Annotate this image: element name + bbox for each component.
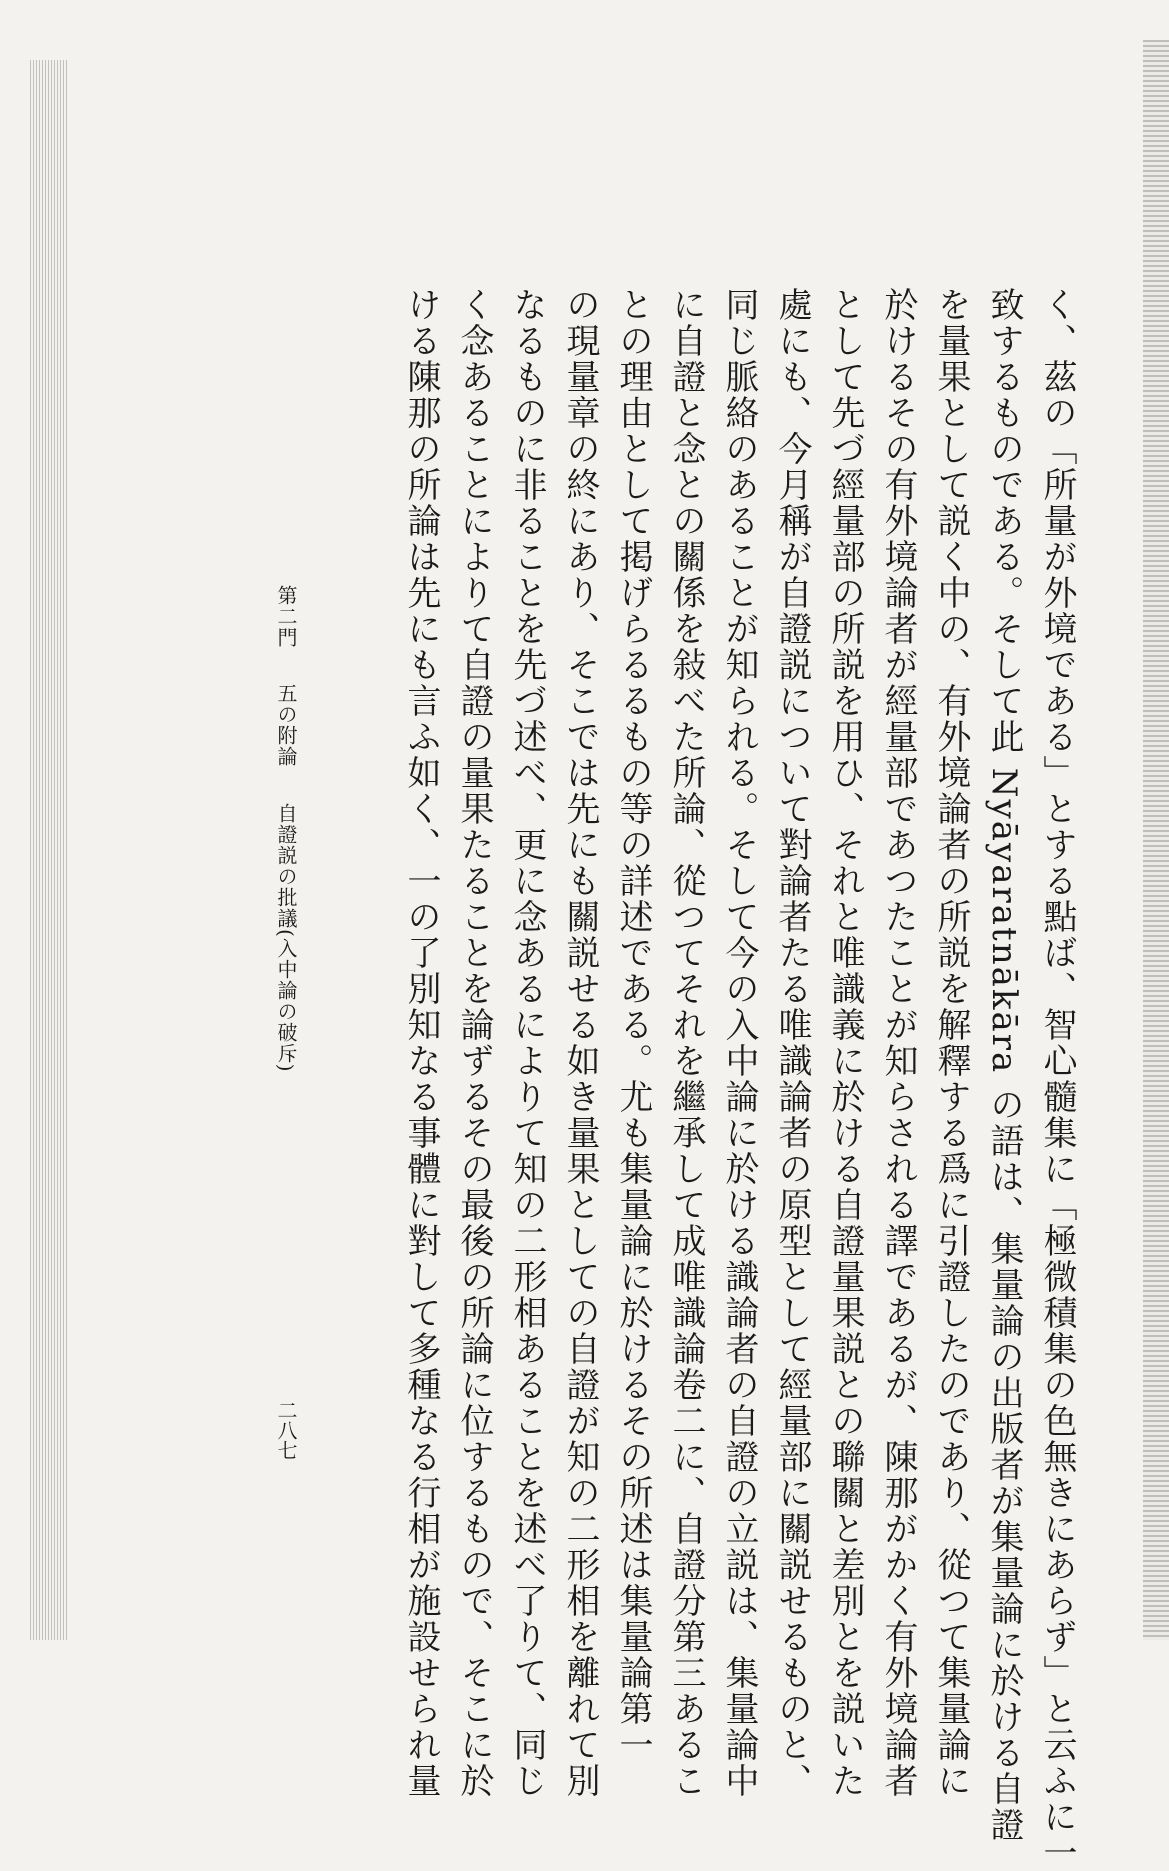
text-column: として先づ經量部の所説を用ひ、それと唯識義に於ける自證量果説との聯關と差別とを説いた bbox=[825, 287, 865, 1799]
text-column: 處にも、今月稱が自證説について對論者たる唯識論者の原型として經量部に關説せるものと、 bbox=[772, 287, 812, 1799]
scan-edge-right bbox=[1143, 40, 1169, 1640]
text-column: の現量章の終にあり、そこでは先にも關説せる如き量果としての自證が知の二形相を離れて別 bbox=[560, 287, 600, 1799]
page-number: 二八七 bbox=[274, 1400, 298, 1460]
footer-section: 第二門 bbox=[274, 585, 298, 648]
footer-chapter: 五の附論 bbox=[274, 683, 298, 768]
text-column: を量果として説く中の、有外境論者の所説を解釋する爲に引證したのであり、從つて集量論に bbox=[931, 287, 971, 1799]
text-column: との理由として掲げらるるもの等の詳述である。尤も集量論に於けるその所述は集量論第一 bbox=[613, 287, 653, 1763]
text-column: 致するものである。そして此 Nyāyaratnākāra の語は、集量論の出版者が集量論に於ける自證 bbox=[984, 287, 1024, 1844]
vertical-body-text bbox=[343, 287, 1083, 1871]
text-column: ける陳那の所論は先にも言ふ如く、一の了別知なる事體に對して多種なる行相が施設せられ量 bbox=[401, 287, 441, 1799]
footer-topic: 自證説の批議(入中論の破斥) bbox=[274, 802, 298, 1073]
text-column: なるものに非ることを先づ述べ、更に念あるによりて知の二形相あることを述べ了りて、同じ bbox=[507, 287, 547, 1799]
text-column: く念あることによりて自證の量果たることを論ずるその最後の所論に位するもので、そこに於 bbox=[454, 287, 494, 1799]
text-column: く、茲の「所量が外境である」とする點ば、智心髓集に「極微積集の色無きにあらず」と云ふに一 bbox=[1037, 287, 1077, 1871]
text-column: 於けるその有外境論者が經量部であつたことが知らされる譯であるが、陳那がかく有外境論者 bbox=[878, 287, 918, 1799]
binding-edge-left bbox=[30, 60, 68, 1640]
text-column: 同じ脈絡のあることが知られる。そして今の入中論に於ける識論者の自證の立説は、集量論中 bbox=[719, 287, 759, 1799]
running-footer bbox=[272, 585, 300, 1073]
text-column: に自證と念との關係を敍べた所論、從つてそれを繼承して成唯識論卷二に、自證分第三あるこ bbox=[666, 287, 706, 1799]
